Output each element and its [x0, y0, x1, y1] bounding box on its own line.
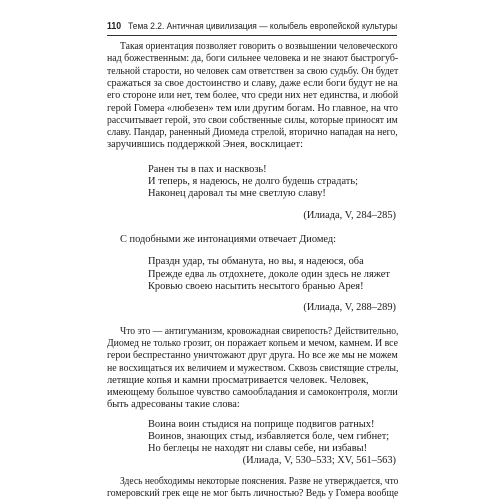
paragraph-line: Такая ориентация позволяет говорить о возвышении человеческого [120, 41, 398, 52]
verse-line: Воина воин стыдися на поприще подвигов ратных! [148, 419, 375, 430]
paragraph-line: быть адресованы такие слова: [107, 399, 240, 410]
paragraph-line: не восхищаться их величием и мужеством. Сквозь свистящие стрелы, [107, 363, 399, 374]
paragraph-line: С подобными же интонациями отвечает Диомед: [120, 234, 337, 245]
paragraph-line: Диомед не только грозит, он поражает копьем и мечом, камнем. И все [107, 338, 398, 349]
citation: (Илиада, V, 530–533; XV, 561–563) [242, 455, 396, 466]
running-title: Тема 2.2. Античная цивилизация — колыбель европейской культуры [128, 21, 398, 32]
running-header [107, 21, 398, 32]
paragraph-line: сражаться за свое достоинство и славу, даже если боги будут не на [107, 78, 398, 89]
paragraph-line: тельной старости, но человек сам ответствен за свою судьбу. Он будет [107, 66, 399, 77]
paragraph-line: летящие копья и камни просматривается человек. Человек, [107, 375, 369, 386]
paragraph-line: его стороне или нет, тем более, что среди них нет единства, и любой [107, 90, 399, 101]
paragraph-line: Что это — антигуманизм, кровожадная свирепость? Действительно, [120, 326, 399, 337]
header-rule [107, 35, 397, 36]
verse-line: Воинов, знающих стыд, избавляется боле, чем гибнет; [148, 431, 390, 442]
citation: (Илиада, V, 284–285) [303, 210, 396, 221]
verse-line: Кровью своею насытить несытого бранью Арея! [148, 281, 364, 292]
verse-line: И теперь, я надеюсь, не долго будешь страдать; [148, 176, 358, 187]
verse-line: Но беглецы не находят ни славы себе, ни избавы! [148, 443, 368, 454]
paragraph-line: заручившись поддержкой Энея, восклицает: [107, 139, 303, 150]
citation: (Илиада, V, 288–289) [303, 302, 396, 313]
paragraph-line: Здесь необходимы некоторые пояснения. Разве не утверждается, что [120, 476, 399, 487]
paragraph-line: герои беспрестанно уничтожают друг друга. Но все же мы не можем [107, 350, 398, 361]
paragraph-line: над божественным: да, боги сильнее человека и не знают быстрогуб- [107, 53, 399, 64]
verse-line: Наконец даровал ты мне светлую славу! [148, 188, 326, 199]
page-number: 110 [107, 21, 122, 32]
verse-line: Прежде едва ль отдохнете, доколе один здесь не ляжет [148, 269, 390, 280]
verse-line: Ранен ты в пах и насквозь! [148, 164, 267, 175]
paragraph-line: славу. Пандар, раненный Диомеда стрелой, вторично нападая на него, [107, 127, 398, 138]
paragraph-line: имеющему большое чувство самообладания и самоконтроля, могли [107, 387, 398, 398]
paragraph-line: герой Гомера «любезен» тем или другим богам. Но главное, на что [107, 103, 398, 114]
verse-line: Праздн удар, ты обманута, но вы, я надеюся, оба [148, 256, 364, 267]
paragraph-line: гомеровский грек еще не мог быть личностью? Ведь у Гомера вообще [107, 488, 399, 499]
paragraph-line: рассчитывает герой, это свои собственные силы, которые приносят им [107, 115, 398, 126]
